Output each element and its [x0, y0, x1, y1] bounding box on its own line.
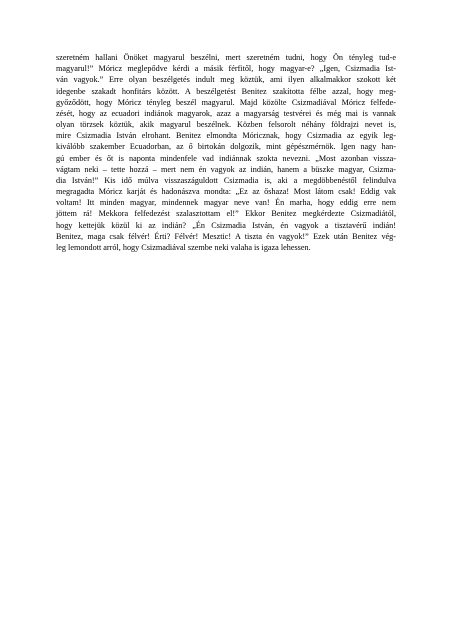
- text-line: szeretném hallani Önöket magyarul beszélni, mert szeretném tudni, hogy Ön tényleg tud-e: [56, 53, 396, 62]
- text-line: megragadta Móricz karját és hadonászva mondta: „Ez az őshaza! Most látom csak! Eddig vak: [56, 187, 396, 197]
- text-line: jöttem rá! Mekkora felfedezést szalasztottam el!” Ekkor Benitez megkérdezte Csizmadiától,: [56, 209, 396, 219]
- text-line: vágtam neki – tette hozzá – mert nem én vagyok az indián, hanem a büszke magyar, Csizma-: [56, 164, 396, 174]
- text-line: ván vagyok.” Erre olyan beszélgetés indult meg köztük, ami ilyen alkalmakkor szokott két: [56, 75, 396, 85]
- body-paragraph: [56, 52, 396, 253]
- text-line: dia István!” Kis idő múlva visszaszáguldott Csizmadia is, aki a megdöbbenéstől felindulva: [56, 175, 396, 185]
- text-line: mire Csizmadia István elrohant. Benitez elmondta Móricznak, hogy Csizmadia az egyik leg-: [56, 131, 396, 141]
- text-line: győződött, hogy Móricz tényleg beszél magyarul. Majd közölte Csizmadiával Móricz felfede-: [56, 97, 396, 107]
- text-line: magyarul!” Móricz meglepődve kérdi a másik férfitől, hogy magyar-e? „Igen, Csizmadia Ist-: [56, 64, 396, 74]
- text-line-last: leg lemondott arról, hogy Csizmadiával szembe neki valaha is igaza lehessen.: [56, 242, 311, 252]
- text-line: Benitez, maga csak félvér! Érti? Félvér! Mesztic! A tiszta én vagyok!” Ezek után Benitez vég-: [56, 231, 396, 241]
- text-line: idegenbe szakadt honfitárs között. A beszélgetést Benitez szakította félbe azzal, hogy meg-: [56, 86, 396, 96]
- text-line: voltam! Itt minden magyar, mindennek magyar neve van! Én marha, hogy eddig erre nem: [56, 198, 396, 208]
- text-line: gú ember és őt is naponta mindenfele vad indiánnak szokta nevezni. „Most azonban vissza-: [56, 153, 396, 163]
- text-line: olyan törzsek köztük, akik magyarul beszélnek. Közben felsorolt néhány földrajzi nevet is,: [56, 120, 396, 130]
- text-line: kiválóbb szakember Ecuadorban, az ő birtokán dolgozik, mint gépészmérnök. Igen nagy han-: [56, 142, 396, 152]
- text-line: hogy kettejük közül ki az indián? „Én Csizmadia István, én vagyok a tisztavérű indián!: [56, 220, 396, 230]
- text-line: zését, hogy az ecuadori indiánok magyarok, azaz a magyarság testvérei és még mai is vannak: [56, 108, 396, 118]
